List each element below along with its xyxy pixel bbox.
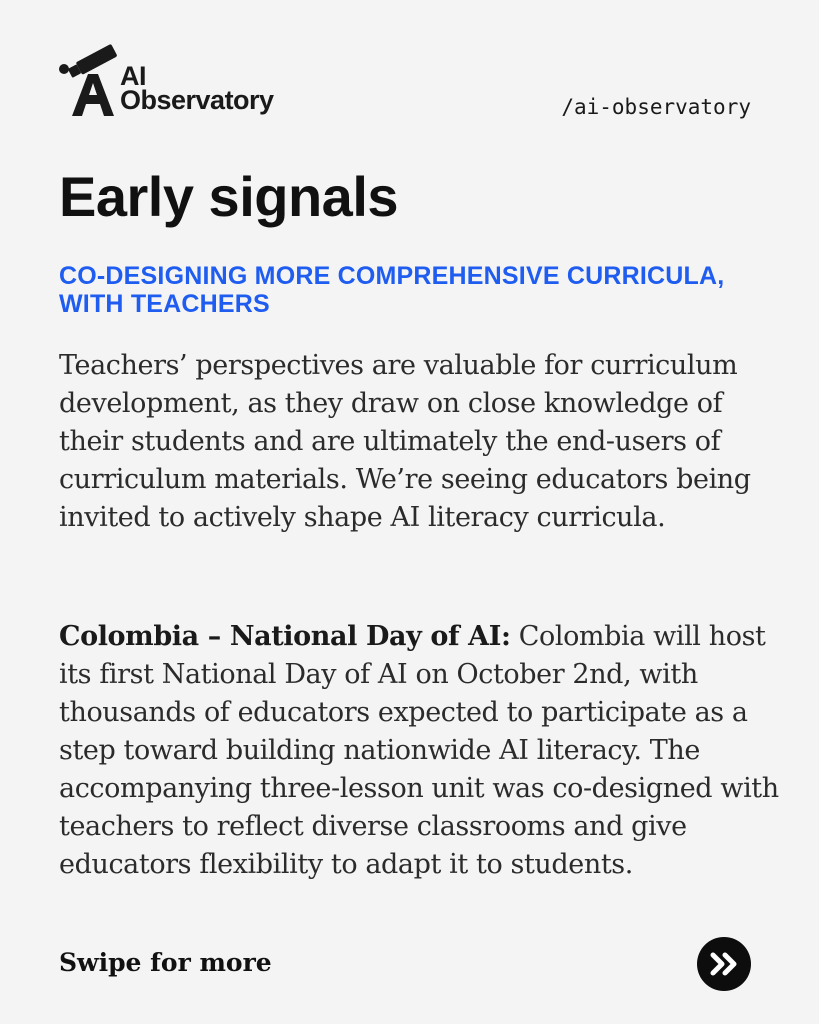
example-paragraph — [59, 618, 779, 884]
logo-line2: Observatory — [120, 85, 274, 115]
section-subtitle: CO-DESIGNING MORE COMPREHENSIVE CURRICULA, WITH TEACHERS — [59, 262, 725, 318]
telescope-icon — [58, 42, 122, 122]
logo-line1: AI — [120, 61, 146, 91]
swipe-hint: Swipe for more — [59, 948, 272, 977]
logo-wordmark — [120, 61, 274, 115]
page-title: Early signals — [59, 165, 399, 228]
example-lead: Colombia – National Day of AI: — [59, 621, 511, 652]
brand-logo — [58, 42, 298, 122]
intro-paragraph: Teachers’ perspectives are valuable for curriculum development, as they draw on close knowledge of their students and are ultimately the end-users of curriculum materials. We’re seeing educators being invited to actively shape AI literacy curricula. — [59, 350, 751, 533]
social-handle: /ai-observatory — [561, 95, 751, 119]
double-chevron-right-icon — [709, 951, 739, 977]
next-slide-button[interactable] — [697, 937, 751, 991]
example-text: Colombia will host its first National Day of AI on October 2nd, with thousands of educators expected to participate as a step toward building nationwide AI literacy. The accompanying three-lesson unit was co-designed with teachers to reflect diverse classrooms and give educators flexibility to adapt it to students. — [59, 621, 779, 880]
